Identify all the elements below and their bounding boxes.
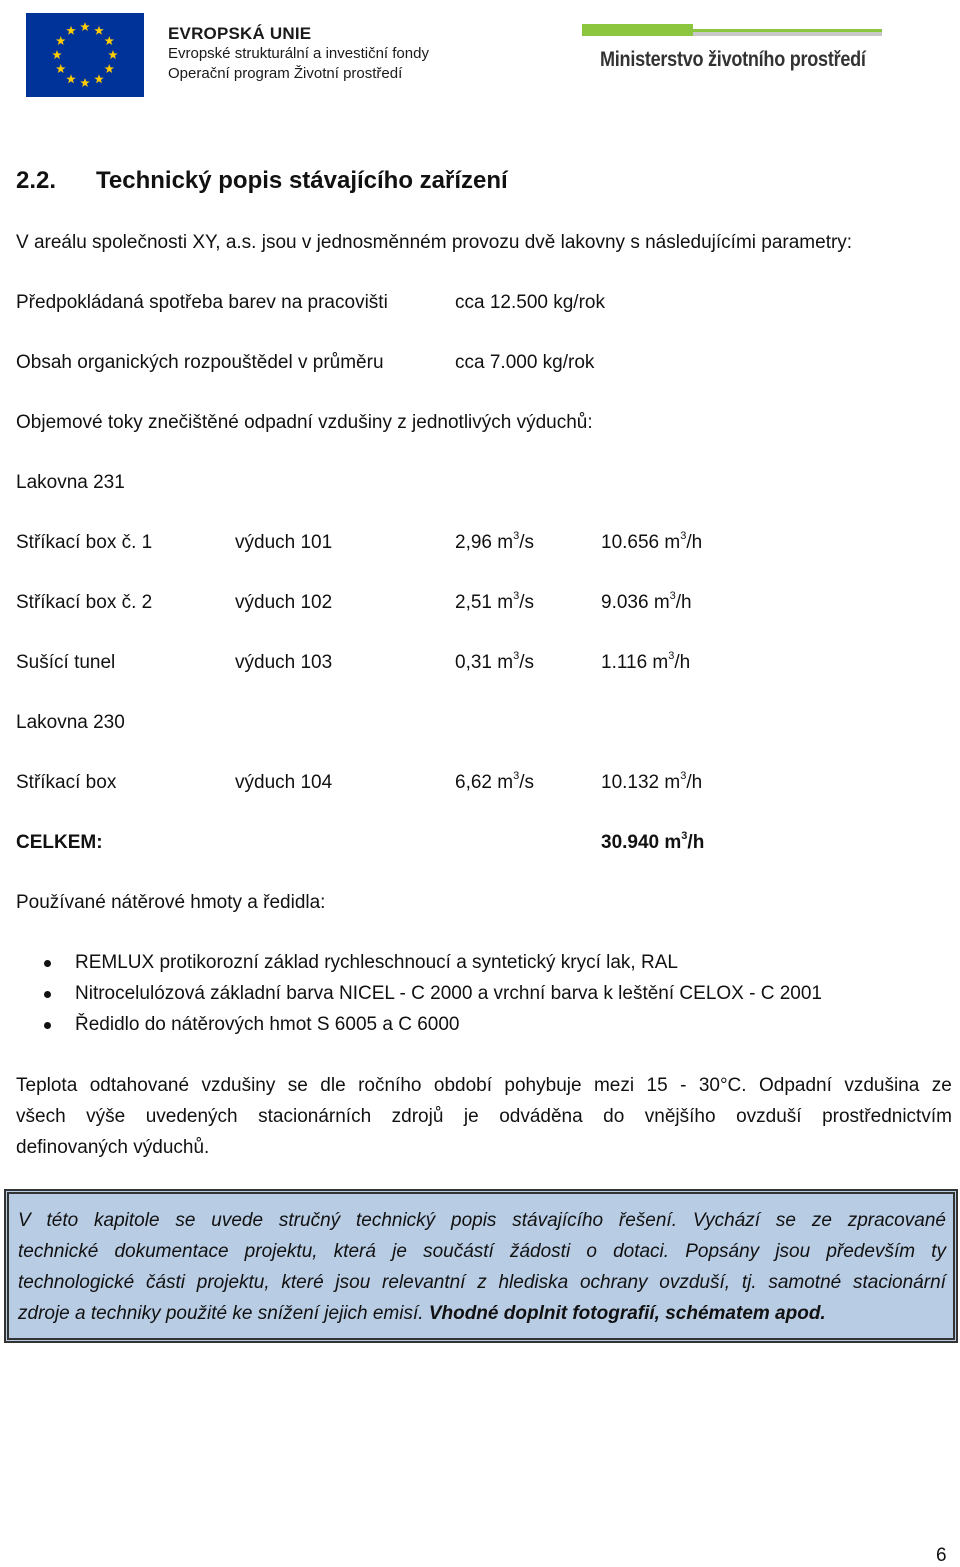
word: mezi bbox=[593, 1075, 635, 1096]
word: projektu, bbox=[244, 1241, 318, 1262]
row-name-1: Stříkací box č. 1 bbox=[16, 532, 153, 553]
word: Vychází bbox=[692, 1210, 761, 1231]
list-item: Ředidlo do nátěrových hmot S 6005 a C 6000 bbox=[40, 1012, 822, 1043]
row-outlet-2: výduch 102 bbox=[235, 592, 333, 613]
word: zpracované bbox=[847, 1210, 946, 1231]
word: je bbox=[463, 1106, 479, 1127]
param-label-2: Obsah organických rozpouštědel v průměru bbox=[16, 352, 384, 373]
word: 30°C. bbox=[698, 1075, 747, 1096]
eu-line-1: EVROPSKÁ UNIE bbox=[168, 24, 312, 43]
paragraph-line-3: definovaných výduchů. bbox=[16, 1137, 210, 1158]
word: do bbox=[603, 1106, 625, 1127]
note-line-3 bbox=[18, 1267, 946, 1298]
word: části bbox=[145, 1272, 186, 1293]
group-heading-1: Lakovna 231 bbox=[16, 472, 125, 493]
paragraph-line-2 bbox=[16, 1101, 952, 1132]
row-flow-s-3: 0,31 $m^3/s$ bbox=[455, 650, 534, 673]
word: žádosti bbox=[509, 1241, 571, 1262]
eu-line-3: Operační program Životní prostředí bbox=[168, 65, 403, 82]
row-flow-h-4: 10.132 $m^3/h$ bbox=[601, 770, 703, 793]
word: technické bbox=[18, 1241, 99, 1262]
row-flow-h-3: 1.116 $m^3/h$ bbox=[601, 650, 691, 673]
word: stacionárních bbox=[258, 1106, 372, 1127]
instruction-note-text bbox=[18, 1205, 946, 1329]
word: dokumentace bbox=[114, 1241, 229, 1262]
word: je bbox=[392, 1241, 407, 1262]
word: především bbox=[826, 1241, 916, 1262]
row-flow-h-1: 10.656 $m^3/h$ bbox=[601, 530, 703, 553]
word: projektu, bbox=[196, 1272, 270, 1293]
word: řešení. bbox=[618, 1210, 677, 1231]
eu-line-2: Evropské strukturální a investiční fondy bbox=[168, 45, 429, 62]
row-flow-s-2: 2,51 $m^3/s$ bbox=[455, 590, 534, 613]
word: uvedených bbox=[145, 1106, 238, 1127]
row-flow-h-2: 9.036 $m^3/h$ bbox=[601, 590, 692, 613]
word: součástí bbox=[423, 1241, 494, 1262]
word: Odpadní bbox=[758, 1075, 832, 1096]
section-number: 2.2. bbox=[16, 167, 57, 194]
note-line-4: zdroje a techniky použité ke snížení jejich emisí. Vhodné doplnit fotografií, schématem apod. bbox=[18, 1303, 826, 1324]
row-flow-s-1: 2,96 $m^3/s$ bbox=[455, 530, 534, 553]
word: období bbox=[433, 1075, 492, 1096]
row-name-3: Sušící tunel bbox=[16, 652, 116, 673]
ministry-name: Ministerstvo životního prostředí bbox=[600, 48, 866, 71]
bullet-icon bbox=[44, 991, 51, 998]
word: ovzduší, bbox=[659, 1272, 731, 1293]
eu-logo-text bbox=[168, 24, 429, 84]
word: odváděna bbox=[499, 1106, 583, 1127]
word: technologické bbox=[18, 1272, 135, 1293]
word: technický bbox=[355, 1210, 436, 1231]
ministry-logo-bars bbox=[582, 24, 882, 36]
word: hlediska bbox=[498, 1272, 569, 1293]
word: tj. bbox=[741, 1272, 757, 1293]
word: ročního bbox=[358, 1075, 422, 1096]
instruction-note-box bbox=[4, 1189, 958, 1343]
word: které bbox=[281, 1272, 324, 1293]
word: Popsány bbox=[685, 1241, 760, 1262]
word: stručný bbox=[278, 1210, 341, 1231]
word: ze bbox=[931, 1075, 952, 1096]
bullet-icon bbox=[44, 960, 51, 967]
materials-list bbox=[40, 950, 822, 1043]
row-outlet-3: výduch 103 bbox=[235, 652, 333, 673]
materials-intro: Používané nátěrové hmoty a ředidla: bbox=[16, 892, 326, 913]
word: zdrojů bbox=[391, 1106, 444, 1127]
word: relevantní bbox=[382, 1272, 466, 1293]
temperature-paragraph bbox=[16, 1070, 952, 1163]
word: V bbox=[18, 1210, 31, 1231]
total-label: CELKEM: bbox=[16, 832, 103, 853]
word: se bbox=[287, 1075, 308, 1096]
word: dle bbox=[320, 1075, 346, 1096]
param-label-1: Předpokládaná spotřeba barev na pracovišti bbox=[16, 292, 388, 313]
word: ty bbox=[931, 1241, 946, 1262]
word: kapitole bbox=[94, 1210, 160, 1231]
word: stacionární bbox=[852, 1272, 946, 1293]
row-name-4: Stříkací box bbox=[16, 772, 117, 793]
row-flow-s-4: 6,62 $m^3/s$ bbox=[455, 770, 534, 793]
ministry-logo bbox=[582, 24, 882, 72]
word: pohybuje bbox=[504, 1075, 582, 1096]
word: samotné bbox=[768, 1272, 842, 1293]
word: stávajícího bbox=[512, 1210, 604, 1231]
word: ze bbox=[811, 1210, 832, 1231]
word: vzdušina bbox=[844, 1075, 920, 1096]
row-outlet-4: výduch 104 bbox=[235, 772, 333, 793]
word: popis bbox=[451, 1210, 497, 1231]
word: všech bbox=[16, 1106, 66, 1127]
note-line-2 bbox=[18, 1236, 946, 1267]
word: se bbox=[175, 1210, 196, 1231]
param-value-2: cca 7.000 kg/rok bbox=[455, 352, 595, 373]
intro-text: V areálu společnosti XY, a.s. jsou v jednosměnném provozu dvě lakovny s následujícími parametry: bbox=[16, 232, 853, 253]
word: vzdušiny bbox=[201, 1075, 276, 1096]
list-item: Nitrocelulózová základní barva NICEL - C 2000 a vrchní barva k leštění CELOX - C 2001 bbox=[40, 981, 822, 1012]
word: uvede bbox=[211, 1210, 264, 1231]
word: Teplota bbox=[16, 1075, 78, 1096]
eu-stars-icon bbox=[26, 13, 144, 97]
group-heading-2: Lakovna 230 bbox=[16, 712, 125, 733]
word: vnějšího bbox=[644, 1106, 716, 1127]
total-value: 30.940 $m^3/h$ bbox=[601, 830, 705, 853]
word: jsou bbox=[335, 1272, 371, 1293]
flows-intro: Objemové toky znečištěné odpadní vzdušiny z jednotlivých výduchů: bbox=[16, 412, 593, 433]
word: ovzduší bbox=[736, 1106, 802, 1127]
word: se bbox=[775, 1210, 796, 1231]
list-item: REMLUX protikorozní základ rychleschnoucí a syntetický krycí lak, RAL bbox=[40, 950, 822, 981]
word: o bbox=[586, 1241, 597, 1262]
row-outlet-1: výduch 101 bbox=[235, 532, 333, 553]
word: která bbox=[333, 1241, 376, 1262]
word: dotaci. bbox=[613, 1241, 670, 1262]
word: z bbox=[477, 1272, 487, 1293]
word: ochrany bbox=[579, 1272, 648, 1293]
word: odtahované bbox=[89, 1075, 190, 1096]
row-name-2: Stříkací box č. 2 bbox=[16, 592, 153, 613]
note-line-1 bbox=[18, 1205, 946, 1236]
page-number: 6 bbox=[936, 1545, 947, 1566]
eu-flag-logo bbox=[26, 13, 144, 97]
bullet-icon bbox=[44, 1022, 51, 1029]
paragraph-line-1 bbox=[16, 1070, 952, 1101]
word: - bbox=[680, 1075, 687, 1096]
word: výše bbox=[86, 1106, 126, 1127]
section-title: Technický popis stávajícího zařízení bbox=[96, 167, 508, 194]
word: jsou bbox=[775, 1241, 811, 1262]
word: prostřednictvím bbox=[822, 1106, 952, 1127]
word: této bbox=[46, 1210, 79, 1231]
word: 15 bbox=[646, 1075, 668, 1096]
param-value-1: cca 12.500 kg/rok bbox=[455, 292, 605, 313]
